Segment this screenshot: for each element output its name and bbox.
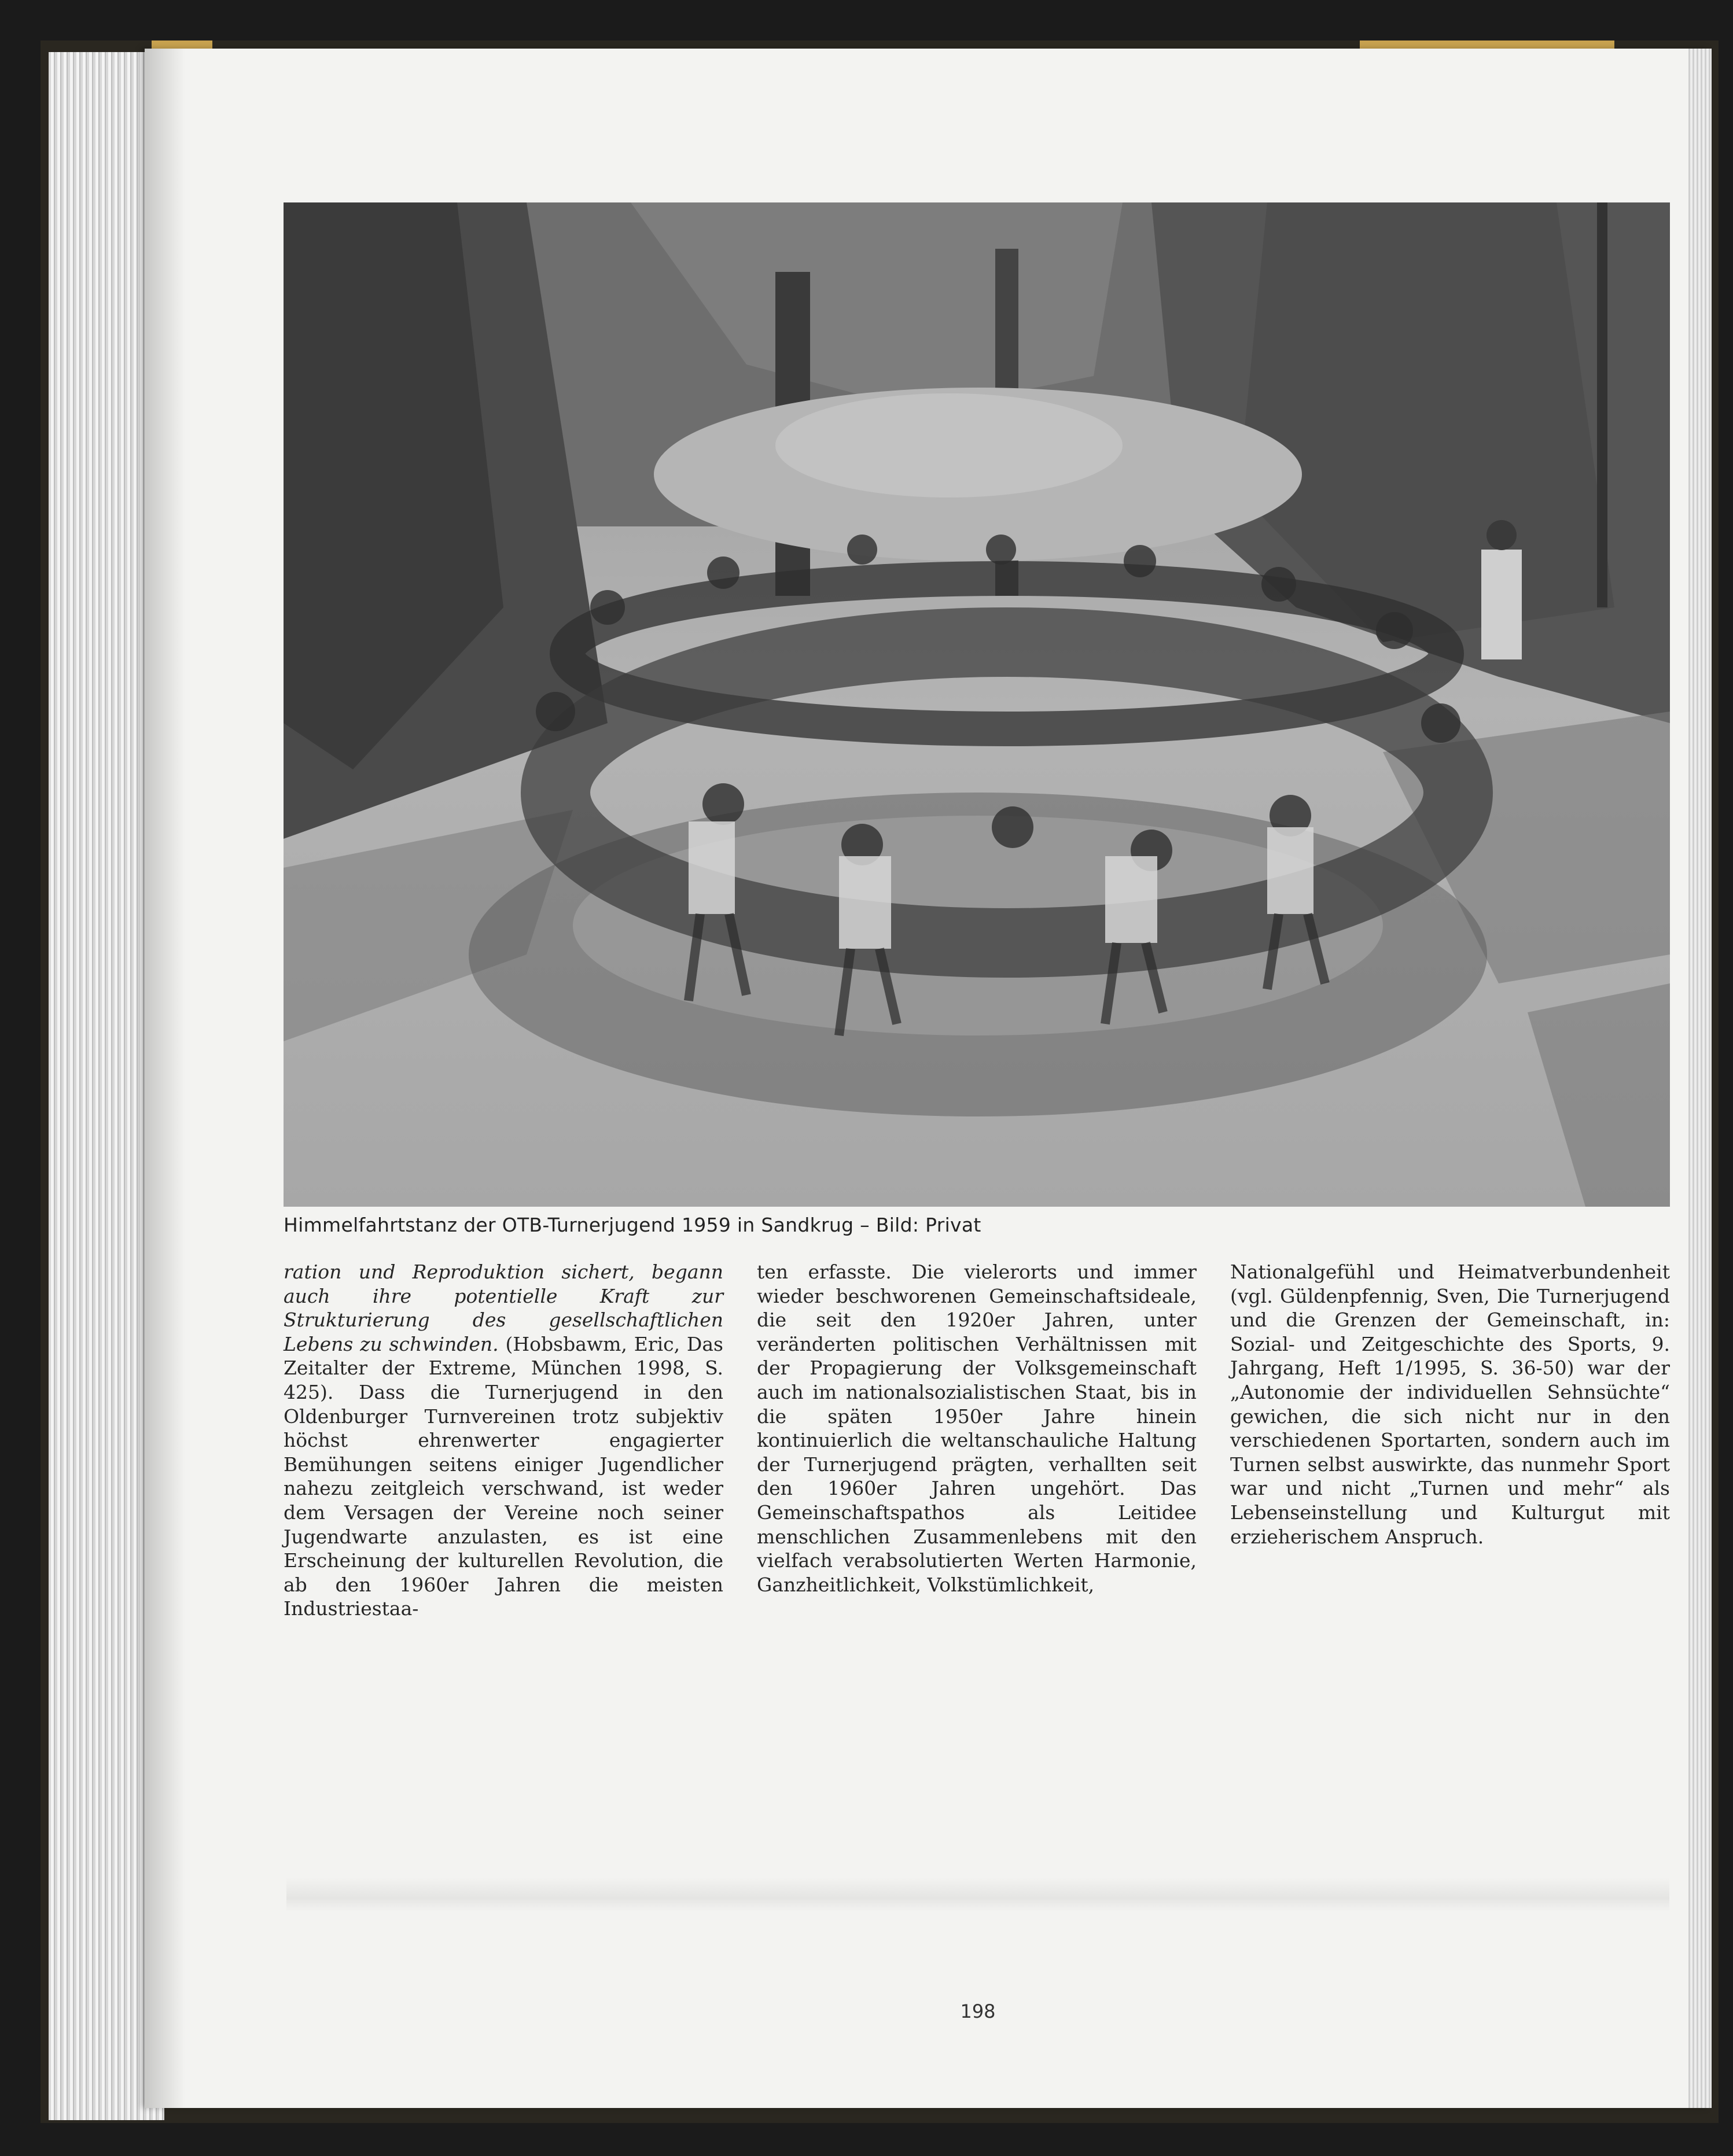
- column-1-body: (Hobsbawm, Eric, Das Zeitalter der Extreme, München 1998, S. 425). Dass die Turnerjugend in den Oldenburger Turnvereinen trotz subjektiv höchst ehrenwerter engagierter Bemühungen seitens einiger Jugendlicher nahezu zeitgleich verschwand, ist weder dem Versagen der Vereine noch seiner Jugendwarte anzulasten, es ist eine Erscheinung der kulturellen Revolution, die ab den 1960er Jahren die meisten Industriestaa-: [284, 1332, 723, 1620]
- column-3-body: Nationalgefühl und Heimatverbundenheit (vgl. Güldenpfennig, Sven, Die Turnerjugend und die Grenzen der Gemeinschaft, in: Sozial- und Zeitgeschichte des Sports, 9. Jahrgang, Heft 1/1995, S. 36-50) war der „Autonomie der individuellen Sehnsüchte“ gewichen, die sich nicht nur in den verschiedenen Sportarten, sondern auch im Turnen selbst auswirkte, das nunmehr Sport war und nicht „Turnen und mehr“ als Lebenseinstellung und Kulturgut mit erzieherischem Anspruch.: [1230, 1261, 1670, 1548]
- text-column-1: [284, 1260, 723, 1621]
- column-2-body: ten erfasste. Die vielerorts und immer wieder beschworenen Gemeinschaftsideale, die seit den 1920er Jahren, unter veränderten politischen Verhältnissen mit der Propagierung der Volksgemeinschaft auch im nationalsozialistischen Staat, bis in die späten 1950er Jahre hinein kontinuierlich die weltanschauliche Haltung der Turnerjugend prägten, verhallten seit den 1960er Jahren ungehört. Das Gemeinschaftspathos als Leitidee menschlichen Zusammenlebens mit den vielfach verabsolutierten Werten Harmonie, Ganzheitlichkeit, Volkstümlichkeit,: [757, 1261, 1197, 1596]
- photo-illustration: [284, 202, 1670, 1207]
- spine-shadow: [145, 49, 185, 2108]
- show-through-band: [286, 1877, 1669, 1912]
- quote-italic: ration und Reproduktion sichert, begann auch ihre potentielle Kraft zur Strukturierung des gesellschaftlichen Lebens zu schwinden.: [284, 1261, 723, 1355]
- page-stack-right: [1688, 49, 1712, 2108]
- text-column-3: [1230, 1260, 1670, 1549]
- photo-caption: Himmelfahrtstanz der OTB-Turnerjugend 1959 in Sandkrug – Bild: Privat: [284, 1214, 981, 1236]
- column-1-paragraph: [284, 1260, 723, 1621]
- page-number: 198: [960, 2000, 996, 2022]
- text-column-2: [757, 1260, 1197, 1597]
- photo-dance-circle: [284, 202, 1670, 1207]
